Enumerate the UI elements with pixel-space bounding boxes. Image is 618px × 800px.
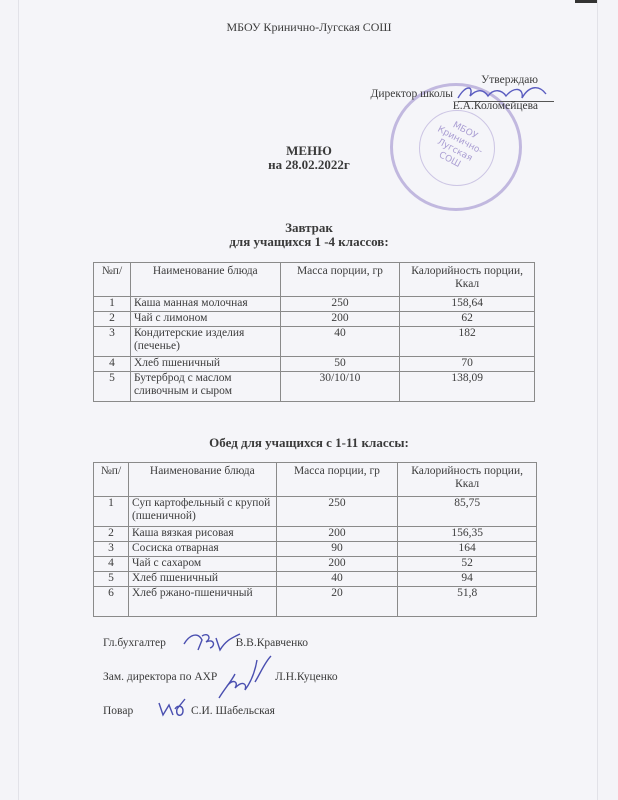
col-header-dish: Наименование блюда — [130, 263, 280, 297]
dish-name: Хлеб пшеничный — [128, 572, 276, 587]
row-number: 5 — [94, 572, 129, 587]
table-row — [94, 542, 537, 557]
portion-calories: 158,64 — [400, 297, 535, 312]
row-number: 3 — [94, 327, 131, 357]
approve-label: Утверждаю — [481, 74, 538, 86]
portion-mass: 200 — [276, 527, 398, 542]
row-number: 4 — [94, 357, 131, 372]
menu-date: на 28.02.2022г — [268, 157, 350, 172]
portion-mass: 250 — [276, 497, 398, 527]
signer-name: С.И. Шабельская — [190, 705, 275, 717]
cook-signature-icon — [155, 695, 189, 719]
col-header-mass: Масса порции, гр — [280, 263, 400, 297]
table-row — [94, 587, 537, 617]
portion-calories: 62 — [400, 312, 535, 327]
portion-calories: 85,75 — [398, 497, 537, 527]
dish-name: Чай с лимоном — [130, 312, 280, 327]
breakfast-table — [93, 262, 535, 402]
table-row — [94, 497, 537, 527]
signer-role: Зам. директора по АХР — [103, 671, 218, 683]
portion-mass: 250 — [280, 297, 400, 312]
row-number: 2 — [94, 527, 129, 542]
row-number: 5 — [94, 372, 131, 402]
row-number: 6 — [94, 587, 129, 617]
menu-title: МЕНЮ — [286, 143, 332, 158]
portion-mass: 90 — [276, 542, 398, 557]
deputy-signature-icon — [205, 652, 277, 702]
row-number: 1 — [94, 297, 131, 312]
table-row — [94, 557, 537, 572]
signer-name: Л.Н.Куценко — [275, 671, 338, 683]
col-header-mass: Масса порции, гр — [276, 463, 398, 497]
table-row — [94, 527, 537, 542]
school-name: МБОУ Кринично-Лугская СОШ — [226, 20, 392, 34]
table-row — [94, 372, 535, 402]
table-header-row — [94, 463, 537, 497]
signer-role: Гл.бухгалтер — [103, 637, 166, 649]
col-header-number: №п/ — [94, 263, 131, 297]
table-row — [94, 312, 535, 327]
table-row — [94, 357, 535, 372]
col-header-number: №п/ — [94, 463, 129, 497]
dish-name: Кондитерские изделия (печенье) — [130, 327, 280, 357]
portion-mass: 200 — [280, 312, 400, 327]
portion-mass: 50 — [280, 357, 400, 372]
portion-calories: 51,8 — [398, 587, 537, 617]
breakfast-title: Завтрак — [285, 220, 333, 235]
portion-calories: 70 — [400, 357, 535, 372]
accountant-signature-icon — [180, 628, 246, 654]
signer-role: Повар — [103, 705, 134, 717]
portion-calories: 164 — [398, 542, 537, 557]
table-row — [94, 327, 535, 357]
dish-name: Сосиска отварная — [128, 542, 276, 557]
row-number: 2 — [94, 312, 131, 327]
portion-mass: 40 — [280, 327, 400, 357]
row-number: 3 — [94, 542, 129, 557]
col-header-dish: Наименование блюда — [128, 463, 276, 497]
portion-mass: 20 — [276, 587, 398, 617]
row-number: 4 — [94, 557, 129, 572]
portion-mass: 40 — [276, 572, 398, 587]
dish-name: Хлеб ржано-пшеничный — [128, 587, 276, 617]
portion-mass: 200 — [276, 557, 398, 572]
portion-calories: 138,09 — [400, 372, 535, 402]
approver-name: Е.А.Коломейцева — [452, 100, 538, 112]
dish-name: Суп картофельный с крупой (пшеничной) — [128, 497, 276, 527]
dish-name: Чай с сахаром — [128, 557, 276, 572]
col-header-calories: Калорийность порции, Ккал — [400, 263, 535, 297]
portion-calories: 182 — [400, 327, 535, 357]
dish-name: Хлеб пшеничный — [130, 357, 280, 372]
portion-mass: 30/10/10 — [280, 372, 400, 402]
stamp-text: МБОУ Кринично-Лугская СОШ — [435, 120, 485, 170]
breakfast-subtitle: для учащихся 1 -4 классов: — [229, 234, 389, 249]
portion-calories: 94 — [398, 572, 537, 587]
row-number: 1 — [94, 497, 129, 527]
lunch-table — [93, 462, 537, 617]
dish-name: Бутерброд с маслом сливочным и сыром — [130, 372, 280, 402]
dish-name: Каша вязкая рисовая — [128, 527, 276, 542]
table-row — [94, 572, 537, 587]
table-row — [94, 297, 535, 312]
signer-name: В.В.Кравченко — [235, 637, 309, 649]
portion-calories: 156,35 — [398, 527, 537, 542]
table-header-row — [94, 263, 535, 297]
col-header-calories: Калорийность порции, Ккал — [398, 463, 537, 497]
portion-calories: 52 — [398, 557, 537, 572]
approver-position: Директор школы — [370, 88, 453, 100]
dish-name: Каша манная молочная — [130, 297, 280, 312]
lunch-title: Обед для учащихся с 1-11 классы: — [209, 435, 409, 450]
